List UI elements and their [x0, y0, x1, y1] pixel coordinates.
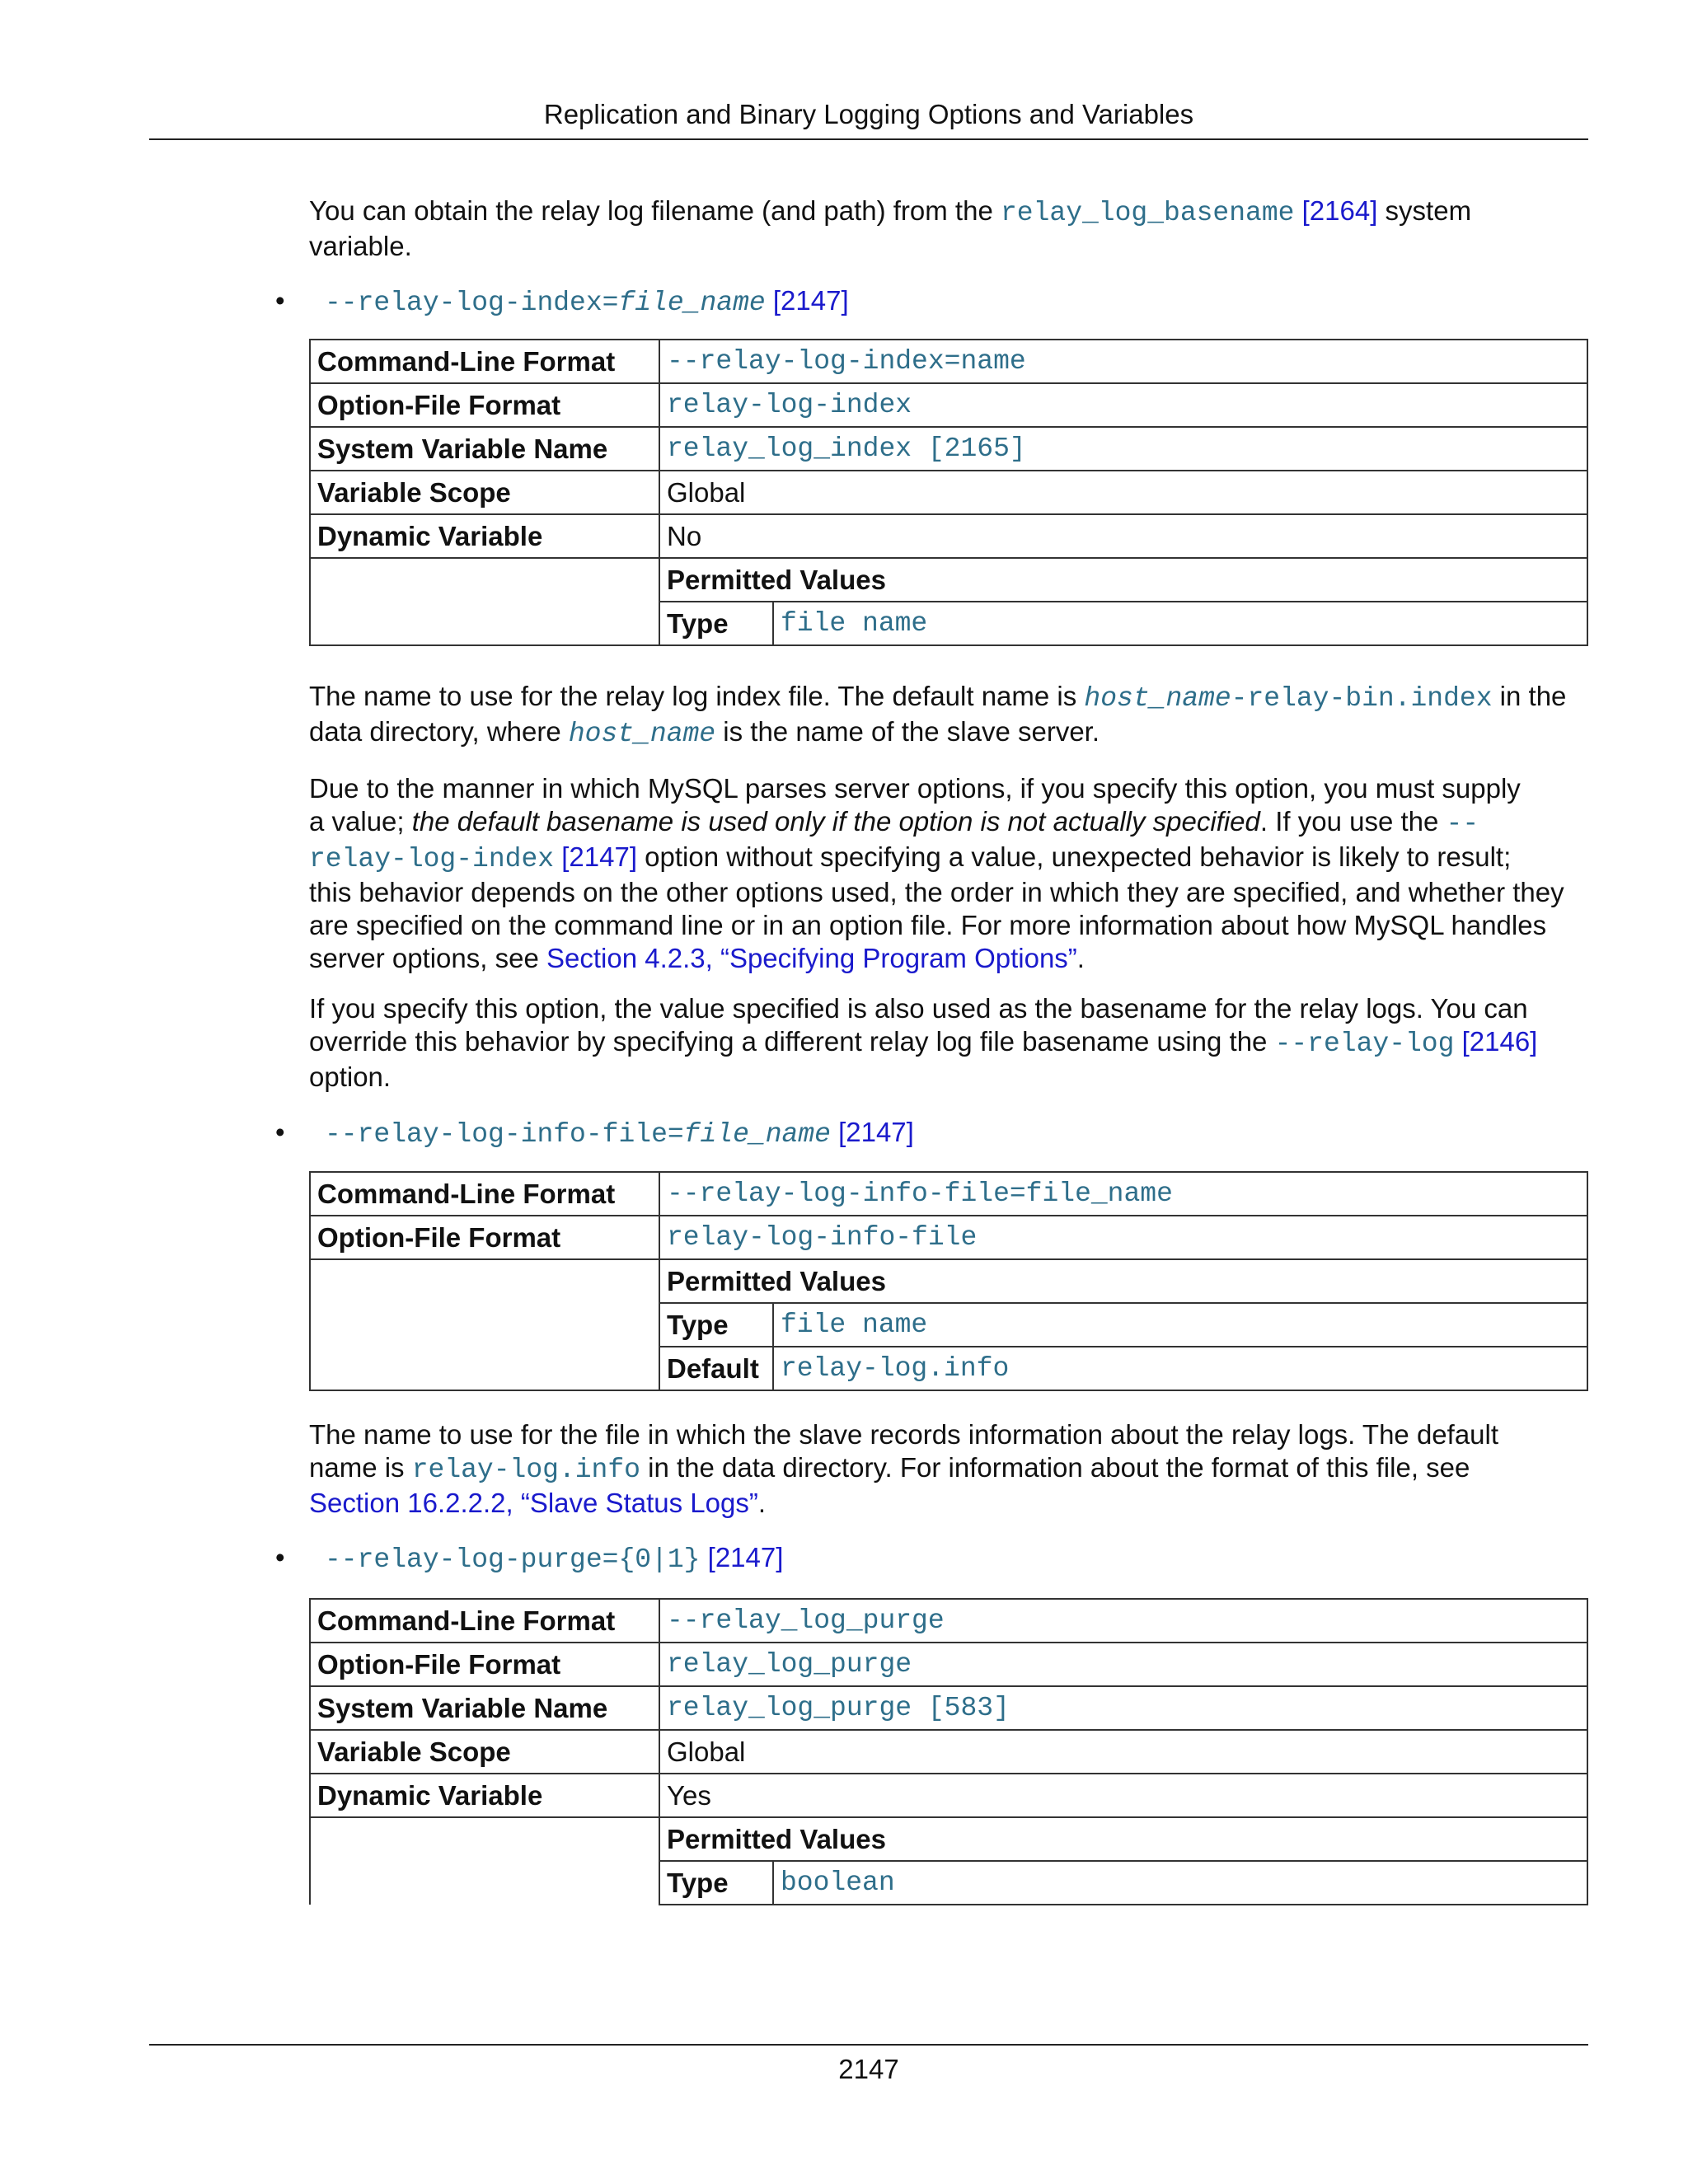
cmd-format-label: Command-Line Format — [310, 1172, 659, 1216]
cmd-format-label: Command-Line Format — [310, 340, 659, 383]
sysvar-label: System Variable Name — [310, 1686, 659, 1730]
option-code-italic: file_name — [683, 1119, 831, 1150]
permitted-values-label: Permitted Values — [659, 558, 1587, 602]
default-value: relay-log.info — [773, 1347, 1587, 1390]
table-row — [310, 1172, 1587, 1216]
type-value: file name — [773, 602, 1587, 645]
table-row — [310, 340, 1587, 383]
option-table-relay-log-info-file — [309, 1171, 1588, 1391]
table-row — [310, 427, 1587, 471]
section-16-2-2-2-link[interactable]: Section 16.2.2.2, “Slave Status Logs” — [309, 1488, 758, 1518]
type-value: boolean — [773, 1861, 1587, 1905]
option-ref-link[interactable]: [2147] — [707, 1542, 784, 1572]
cmd-format-value: --relay_log_purge — [659, 1599, 1587, 1643]
file-format-label: Option-File Format — [310, 383, 659, 427]
bullet-icon: • — [275, 285, 285, 316]
default-label: Default — [659, 1347, 773, 1390]
relay-log-basename-code: relay_log_basename — [1000, 198, 1295, 228]
relay-log-index-desc-2: Due to the manner in which MySQL parses server options, if you specify this option, you must supply a value; the default basename is used only if the option is not actually specified. If you use the -- relay-log-index [2147] option without specifying a value, unexpected behavior is likely to result; this behavior depends on the other options used, the order in which they are specified, and whether they are specified on the command line or in an option file. For more information about how MySQL handles server options, see Section 4.2.3, “Specifying Program Options”. — [309, 773, 1564, 973]
sysvar-value[interactable]: relay_log_purge [583] — [659, 1686, 1587, 1730]
file-format-value: relay-log-index — [659, 383, 1587, 427]
section-4-2-3-link[interactable]: Section 4.2.3, “Specifying Program Options” — [546, 943, 1077, 973]
file-format-value: relay-log-info-file — [659, 1216, 1587, 1259]
type-label: Type — [659, 1303, 773, 1347]
sysvar-value[interactable]: relay_log_index [2165] — [659, 427, 1587, 471]
cmd-format-label: Command-Line Format — [310, 1599, 659, 1643]
file-format-label: Option-File Format — [310, 1216, 659, 1259]
type-label: Type — [659, 602, 773, 645]
option-ref-link[interactable]: [2147] — [772, 285, 849, 316]
page-header-title: Replication and Binary Logging Options and Variables — [543, 99, 1194, 129]
empty-cell — [310, 558, 659, 645]
permitted-values-label: Permitted Values — [659, 1259, 1587, 1303]
page-footer — [149, 2044, 1588, 2085]
bullet-icon: • — [275, 1542, 285, 1572]
option-table-relay-log-index — [309, 339, 1588, 646]
relay-log-basename-ref-link[interactable]: [2164] — [1301, 195, 1378, 226]
relay-log-index-desc-1: The name to use for the relay log index file. The default name is host_name-relay-bin.index in the data directory, where host_name is the name of the slave server. — [309, 681, 1567, 749]
table-row — [310, 1216, 1587, 1259]
table-row — [310, 1817, 1587, 1861]
table-row — [310, 471, 1587, 514]
option-code: --relay-log-index= — [325, 288, 619, 318]
option-code: --relay-log-purge={0|1} — [325, 1544, 701, 1575]
file-format-label: Option-File Format — [310, 1643, 659, 1686]
scope-label: Variable Scope — [310, 1730, 659, 1774]
empty-cell — [310, 1817, 659, 1905]
table-row — [310, 1686, 1587, 1730]
relay-log-info-file-desc: The name to use for the file in which the slave records information about the relay logs. The default name is relay-log.info in the data directory. For information about the format of this file, see Section 16.2.2.2, “Slave Status Logs”. — [309, 1419, 1499, 1518]
table-row — [310, 558, 1587, 602]
table-row — [310, 1599, 1587, 1643]
file-format-value: relay_log_purge — [659, 1643, 1587, 1686]
table-row — [310, 1730, 1587, 1774]
type-label: Type — [659, 1861, 773, 1905]
relay-log-index-ref-link[interactable]: [2147] — [561, 841, 637, 872]
table-row — [310, 1259, 1587, 1303]
type-value: file name — [773, 1303, 1587, 1347]
table-row — [310, 1643, 1587, 1686]
option-table-relay-log-purge — [309, 1598, 1588, 1905]
table-row — [310, 514, 1587, 558]
scope-value: Global — [659, 1730, 1587, 1774]
option-code: --relay-log-info-file= — [325, 1119, 684, 1150]
table-row — [310, 383, 1587, 427]
intro-paragraph: You can obtain the relay log filename (and path) from the relay_log_basename [2164] system variable. — [309, 195, 1472, 261]
sysvar-label: System Variable Name — [310, 427, 659, 471]
option-code-italic: file_name — [618, 288, 766, 318]
relay-log-ref-link[interactable]: [2146] — [1461, 1026, 1538, 1057]
cmd-format-value: --relay-log-info-file=file_name — [659, 1172, 1587, 1216]
cmd-format-value: --relay-log-index=name — [659, 340, 1587, 383]
dynamic-label: Dynamic Variable — [310, 1774, 659, 1817]
page-header — [149, 94, 1588, 140]
dynamic-value: Yes — [659, 1774, 1587, 1817]
table-row — [310, 1774, 1587, 1817]
permitted-values-label: Permitted Values — [659, 1817, 1587, 1861]
page-number: 2147 — [838, 2054, 899, 2084]
dynamic-label: Dynamic Variable — [310, 514, 659, 558]
dynamic-value: No — [659, 514, 1587, 558]
empty-cell — [310, 1259, 659, 1390]
scope-label: Variable Scope — [310, 471, 659, 514]
option-ref-link[interactable]: [2147] — [838, 1117, 914, 1147]
bullet-icon: • — [275, 1117, 285, 1147]
relay-log-index-desc-3: If you specify this option, the value specified is also used as the basename for the relay logs. You can override this behavior by specifying a different relay log file basename using the --relay-log [2146] option. — [309, 993, 1538, 1092]
scope-value: Global — [659, 471, 1587, 514]
